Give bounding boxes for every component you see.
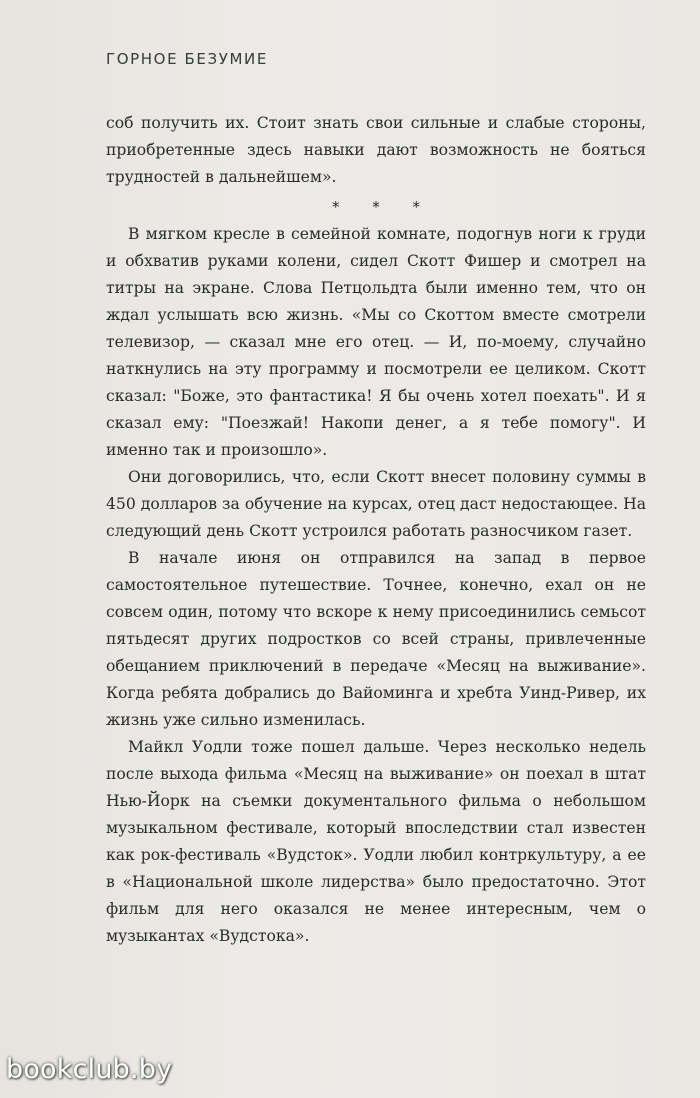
running-head: ГОРНОЕ БЕЗУМИЕ xyxy=(106,50,268,68)
paragraph-2: Они договорились, что, если Скотт внесет половину суммы в 450 долларов за обучение на курсах, отец даст недостающее. На следующий день Скотт устроился работать разносчиком газет. xyxy=(106,468,646,540)
section-separator: * * * xyxy=(331,198,435,216)
paragraph-1: В мягком кресле в семейной комнате, подогнув ноги к груди и обхватив руками колени, сидел Скотт Фишер и смотрел на титры на экране. Слова Петцольдта были именно тем, что он ждал услышать всю жизнь. «Мы со Скоттом вместе смотрели телевизор, — сказал мне его отец. — И, по-моему, случайно наткнулись на эту программу и посмотрели ее целиком. Скотт сказал: "Боже, это фантастика! Я бы очень хотел поехать". И я сказал ему: "Поезжай! Накопи денег, а я тебе помогу". И именно так и произошло». xyxy=(106,225,646,459)
watermark-logo: bookclub.by xyxy=(6,1054,173,1085)
paragraph-3: В начале июня он отправился на запад в первое самостоятельное путешествие. Точнее, конечно, ехал он не совсем один, потому что вскоре к нему присоединились семьсот пятьдесят других подростков со всей страны, привлеченные обещанием приключений в передаче «Месяц на выживание». Когда ребята добрались до Вайоминга и хребта Уинд-Ривер, их жизнь уже сильно изменилась. xyxy=(106,549,646,729)
body-text xyxy=(106,110,646,950)
paragraph-4: Майкл Уодли тоже пошел дальше. Через несколько недель после выхода фильма «Месяц на выживание» он поехал в штат Нью-Йорк на съемки документального фильма о небольшом музыкальном фестивале, который впоследствии стал известен как рок-фестиваль «Вудсток». Уодли любил контркультуру, а ее в «Национальной школе лидерства» было предостаточно. Этот фильм для него оказался не менее интересным, чем о музыкантах «Вудстока». xyxy=(106,738,646,945)
paragraph-continuation: соб получить их. Стоит знать свои сильные и слабые стороны, приобретенные здесь навыки дают возможность не бояться трудностей в дальнейшем». xyxy=(106,114,646,186)
